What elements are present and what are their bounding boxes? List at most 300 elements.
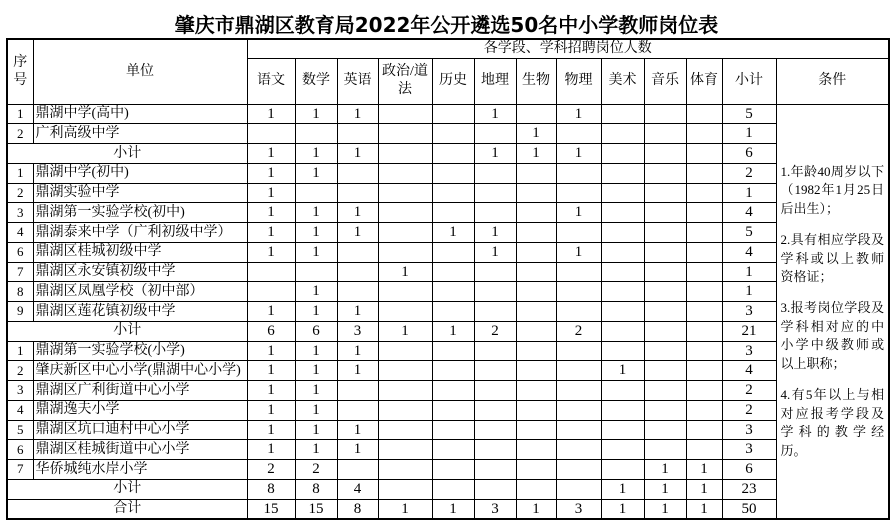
count-cell: 1 xyxy=(337,203,378,223)
count-cell xyxy=(432,262,474,282)
table-row xyxy=(7,302,889,322)
row-number: 4 xyxy=(7,400,33,420)
count-cell xyxy=(516,440,556,460)
count-cell xyxy=(601,440,644,460)
subtotal-row xyxy=(7,321,889,341)
count-cell: 1 xyxy=(686,479,722,499)
count-cell xyxy=(378,144,432,164)
count-cell xyxy=(644,223,686,243)
count-cell xyxy=(516,321,556,341)
row-number: 9 xyxy=(7,302,33,322)
count-cell: 15 xyxy=(295,499,337,519)
count-cell: 15 xyxy=(247,499,295,519)
count-cell: 1 xyxy=(295,203,337,223)
count-cell: 1 xyxy=(247,163,295,183)
col-header-subject-6: 生物 xyxy=(516,58,556,104)
count-cell xyxy=(378,163,432,183)
col-header-no: 序号 xyxy=(7,39,33,104)
count-cell xyxy=(474,381,516,401)
count-cell: 4 xyxy=(722,361,776,381)
count-cell xyxy=(556,420,601,440)
table-row xyxy=(7,163,889,183)
count-cell xyxy=(644,203,686,223)
unit-name: 鼎湖泰来中学（广利初级中学） xyxy=(33,223,247,243)
count-cell: 1 xyxy=(474,242,516,262)
count-cell xyxy=(556,183,601,203)
row-number: 5 xyxy=(7,420,33,440)
count-cell xyxy=(378,341,432,361)
count-cell xyxy=(601,381,644,401)
count-cell: 1 xyxy=(556,144,601,164)
count-cell xyxy=(432,302,474,322)
col-header-subject-10: 体育 xyxy=(686,58,722,104)
row-number: 7 xyxy=(7,262,33,282)
count-cell xyxy=(378,361,432,381)
table-row xyxy=(7,223,889,243)
count-cell: 50 xyxy=(722,499,776,519)
count-cell xyxy=(686,104,722,124)
count-cell: 1 xyxy=(378,499,432,519)
table-row xyxy=(7,124,889,144)
count-cell xyxy=(378,282,432,302)
count-cell xyxy=(432,420,474,440)
count-cell: 1 xyxy=(556,242,601,262)
count-cell xyxy=(337,163,378,183)
col-header-subject-5: 地理 xyxy=(474,58,516,104)
count-cell: 1 xyxy=(247,144,295,164)
count-cell xyxy=(686,124,722,144)
count-cell xyxy=(378,302,432,322)
count-cell: 3 xyxy=(337,321,378,341)
condition-paragraph: 1.年龄40周岁以下（1982年1月25日后出生）； xyxy=(780,163,885,216)
page-title: 肇庆市鼎湖区教育局2022年公开遴选50名中小学教师岗位表 xyxy=(174,13,719,37)
count-cell xyxy=(474,440,516,460)
col-header-subject-8: 美术 xyxy=(601,58,644,104)
count-cell: 1 xyxy=(295,400,337,420)
count-cell xyxy=(516,341,556,361)
row-number: 1 xyxy=(7,163,33,183)
count-cell xyxy=(686,420,722,440)
col-header-unit: 单位 xyxy=(33,39,247,104)
count-cell xyxy=(337,381,378,401)
condition-paragraph: 3.报考岗位学段及学科相对应的中小学中级教师或以上职称； xyxy=(780,300,885,371)
count-cell xyxy=(601,282,644,302)
count-cell xyxy=(474,302,516,322)
count-cell xyxy=(601,163,644,183)
table-row xyxy=(7,341,889,361)
row-number: 3 xyxy=(7,381,33,401)
count-cell: 1 xyxy=(516,499,556,519)
count-cell: 1 xyxy=(556,203,601,223)
count-cell xyxy=(601,400,644,420)
count-cell xyxy=(644,420,686,440)
count-cell xyxy=(686,302,722,322)
count-cell xyxy=(516,104,556,124)
count-cell: 1 xyxy=(247,400,295,420)
count-cell xyxy=(474,124,516,144)
count-cell xyxy=(686,381,722,401)
count-cell: 1 xyxy=(337,440,378,460)
count-cell xyxy=(556,163,601,183)
count-cell xyxy=(516,400,556,420)
row-number: 2 xyxy=(7,124,33,144)
count-cell: 4 xyxy=(722,203,776,223)
count-cell xyxy=(601,144,644,164)
count-cell: 1 xyxy=(644,479,686,499)
count-cell xyxy=(474,479,516,499)
table-row xyxy=(7,183,889,203)
count-cell xyxy=(644,400,686,420)
count-cell xyxy=(686,163,722,183)
count-cell xyxy=(337,183,378,203)
row-number: 7 xyxy=(7,460,33,480)
count-cell: 4 xyxy=(722,242,776,262)
count-cell xyxy=(295,183,337,203)
count-cell: 1 xyxy=(337,144,378,164)
row-number: 2 xyxy=(7,183,33,203)
count-cell xyxy=(474,282,516,302)
count-cell: 1 xyxy=(295,282,337,302)
count-cell: 1 xyxy=(295,440,337,460)
count-cell xyxy=(474,183,516,203)
col-header-condition: 条件 xyxy=(776,58,889,104)
count-cell xyxy=(337,400,378,420)
count-cell xyxy=(686,282,722,302)
count-cell xyxy=(556,223,601,243)
count-cell: 1 xyxy=(722,124,776,144)
unit-name: 鼎湖区广利街道中心小学 xyxy=(33,381,247,401)
count-cell xyxy=(516,262,556,282)
count-cell: 1 xyxy=(295,223,337,243)
table-row xyxy=(7,262,889,282)
count-cell xyxy=(644,242,686,262)
unit-name: 鼎湖中学(初中) xyxy=(33,163,247,183)
count-cell: 21 xyxy=(722,321,776,341)
count-cell: 1 xyxy=(337,361,378,381)
count-cell: 8 xyxy=(247,479,295,499)
count-cell xyxy=(378,400,432,420)
count-cell: 2 xyxy=(247,460,295,480)
count-cell: 1 xyxy=(378,262,432,282)
count-cell xyxy=(516,203,556,223)
count-cell xyxy=(474,460,516,480)
subtotal-row xyxy=(7,479,889,499)
count-cell: 1 xyxy=(686,460,722,480)
count-cell: 1 xyxy=(247,420,295,440)
row-number: 6 xyxy=(7,440,33,460)
count-cell xyxy=(686,242,722,262)
count-cell xyxy=(337,124,378,144)
table-row xyxy=(7,460,889,480)
count-cell: 1 xyxy=(378,321,432,341)
count-cell xyxy=(686,321,722,341)
table-row xyxy=(7,400,889,420)
count-cell xyxy=(432,341,474,361)
col-header-subject-2: 英语 xyxy=(337,58,378,104)
count-cell: 5 xyxy=(722,104,776,124)
count-cell xyxy=(432,361,474,381)
count-cell: 1 xyxy=(686,499,722,519)
count-cell xyxy=(644,302,686,322)
table-row xyxy=(7,203,889,223)
count-cell xyxy=(601,460,644,480)
count-cell xyxy=(644,341,686,361)
count-cell xyxy=(601,321,644,341)
count-cell: 8 xyxy=(295,479,337,499)
count-cell xyxy=(644,104,686,124)
subtotal-label: 小计 xyxy=(7,479,247,499)
count-cell xyxy=(432,460,474,480)
count-cell: 1 xyxy=(644,499,686,519)
count-cell: 1 xyxy=(247,361,295,381)
count-cell xyxy=(337,282,378,302)
count-cell xyxy=(556,381,601,401)
count-cell: 1 xyxy=(247,203,295,223)
count-cell xyxy=(432,203,474,223)
count-cell xyxy=(556,341,601,361)
count-cell xyxy=(516,381,556,401)
count-cell xyxy=(644,282,686,302)
count-cell xyxy=(516,163,556,183)
unit-name: 鼎湖中学(高中) xyxy=(33,104,247,124)
count-cell: 1 xyxy=(295,302,337,322)
count-cell xyxy=(556,400,601,420)
unit-name: 鼎湖区桂城街道中心小学 xyxy=(33,440,247,460)
count-cell: 1 xyxy=(337,341,378,361)
count-cell xyxy=(378,124,432,144)
count-cell: 2 xyxy=(722,400,776,420)
count-cell xyxy=(601,104,644,124)
count-cell xyxy=(601,420,644,440)
unit-name: 肇庆新区中心小学(鼎湖中心小学) xyxy=(33,361,247,381)
unit-name: 鼎湖实验中学 xyxy=(33,183,247,203)
count-cell: 1 xyxy=(247,302,295,322)
count-cell xyxy=(601,203,644,223)
count-cell: 3 xyxy=(722,341,776,361)
count-cell xyxy=(601,183,644,203)
count-cell xyxy=(644,124,686,144)
count-cell: 1 xyxy=(337,223,378,243)
table-row xyxy=(7,282,889,302)
count-cell: 1 xyxy=(474,104,516,124)
count-cell xyxy=(556,460,601,480)
count-cell xyxy=(474,262,516,282)
count-cell xyxy=(432,144,474,164)
count-cell xyxy=(644,321,686,341)
header-row-group xyxy=(7,39,889,58)
count-cell: 8 xyxy=(337,499,378,519)
table-row xyxy=(7,420,889,440)
count-cell: 1 xyxy=(295,163,337,183)
count-cell xyxy=(601,262,644,282)
count-cell: 2 xyxy=(722,163,776,183)
count-cell xyxy=(556,302,601,322)
count-cell xyxy=(516,282,556,302)
count-cell xyxy=(516,302,556,322)
unit-name: 鼎湖逸夫小学 xyxy=(33,400,247,420)
count-cell: 6 xyxy=(295,321,337,341)
count-cell xyxy=(516,420,556,440)
count-cell: 1 xyxy=(337,104,378,124)
unit-name: 广利高级中学 xyxy=(33,124,247,144)
count-cell: 23 xyxy=(722,479,776,499)
count-cell: 4 xyxy=(337,479,378,499)
count-cell xyxy=(516,460,556,480)
count-cell: 2 xyxy=(556,321,601,341)
col-header-subject-3: 政治/道法 xyxy=(378,58,432,104)
count-cell xyxy=(474,203,516,223)
count-cell xyxy=(432,440,474,460)
count-cell: 1 xyxy=(722,183,776,203)
condition-cell xyxy=(776,104,889,519)
count-cell xyxy=(516,361,556,381)
table-row xyxy=(7,104,889,124)
count-cell: 1 xyxy=(247,104,295,124)
count-cell xyxy=(378,104,432,124)
count-cell: 1 xyxy=(247,381,295,401)
count-cell: 1 xyxy=(556,104,601,124)
count-cell xyxy=(432,479,474,499)
count-cell xyxy=(644,262,686,282)
count-cell xyxy=(644,144,686,164)
count-cell xyxy=(432,282,474,302)
count-cell: 1 xyxy=(247,223,295,243)
col-header-subject-7: 物理 xyxy=(556,58,601,104)
count-cell: 1 xyxy=(295,144,337,164)
subtotal-label: 小计 xyxy=(7,144,247,164)
count-cell xyxy=(686,223,722,243)
count-cell xyxy=(432,400,474,420)
unit-name: 华侨城纯水岸小学 xyxy=(33,460,247,480)
count-cell xyxy=(601,341,644,361)
count-cell: 1 xyxy=(516,144,556,164)
count-cell: 1 xyxy=(432,321,474,341)
count-cell: 1 xyxy=(337,302,378,322)
count-cell: 1 xyxy=(432,223,474,243)
count-cell xyxy=(432,104,474,124)
count-cell xyxy=(686,262,722,282)
count-cell xyxy=(556,282,601,302)
count-cell xyxy=(601,242,644,262)
count-cell: 1 xyxy=(247,183,295,203)
unit-name: 鼎湖区莲花镇初级中学 xyxy=(33,302,247,322)
count-cell: 1 xyxy=(601,499,644,519)
count-cell xyxy=(378,381,432,401)
count-cell xyxy=(474,341,516,361)
count-cell xyxy=(686,341,722,361)
count-cell xyxy=(601,124,644,144)
count-cell xyxy=(474,361,516,381)
condition-paragraph: 4.有5年以上与相对应报考学段及学科的教学经历。 xyxy=(780,387,885,458)
unit-name: 鼎湖区坑口迪村中心小学 xyxy=(33,420,247,440)
count-cell xyxy=(378,203,432,223)
count-cell: 1 xyxy=(247,440,295,460)
total-row xyxy=(7,499,889,519)
unit-name: 鼎湖区永安镇初级中学 xyxy=(33,262,247,282)
count-cell xyxy=(247,282,295,302)
count-cell xyxy=(556,440,601,460)
count-cell xyxy=(378,479,432,499)
row-number: 4 xyxy=(7,223,33,243)
count-cell xyxy=(337,460,378,480)
count-cell xyxy=(378,460,432,480)
count-cell xyxy=(686,203,722,223)
row-number: 1 xyxy=(7,341,33,361)
count-cell: 1 xyxy=(295,420,337,440)
count-cell xyxy=(686,361,722,381)
row-number: 3 xyxy=(7,203,33,223)
count-cell xyxy=(516,223,556,243)
count-cell xyxy=(644,381,686,401)
col-header-group: 各学段、学科招聘岗位人数 xyxy=(247,39,889,58)
count-cell xyxy=(601,302,644,322)
col-header-subject-4: 历史 xyxy=(432,58,474,104)
subtotal-label: 小计 xyxy=(7,321,247,341)
position-table xyxy=(6,38,890,520)
count-cell xyxy=(556,124,601,144)
count-cell: 3 xyxy=(556,499,601,519)
count-cell: 1 xyxy=(474,223,516,243)
count-cell xyxy=(432,163,474,183)
unit-name: 鼎湖区桂城初级中学 xyxy=(33,242,247,262)
count-cell: 3 xyxy=(474,499,516,519)
count-cell xyxy=(247,262,295,282)
count-cell: 1 xyxy=(295,242,337,262)
count-cell: 1 xyxy=(337,420,378,440)
count-cell xyxy=(601,223,644,243)
count-cell: 1 xyxy=(432,499,474,519)
count-cell: 3 xyxy=(722,302,776,322)
total-label: 合计 xyxy=(7,499,247,519)
row-number: 6 xyxy=(7,242,33,262)
count-cell xyxy=(432,381,474,401)
count-cell xyxy=(337,262,378,282)
count-cell xyxy=(378,420,432,440)
col-header-subject-1: 数学 xyxy=(295,58,337,104)
count-cell xyxy=(378,242,432,262)
count-cell: 1 xyxy=(295,341,337,361)
count-cell xyxy=(686,144,722,164)
unit-name: 鼎湖区凤凰学校（初中部） xyxy=(33,282,247,302)
row-number: 8 xyxy=(7,282,33,302)
subtotal-row xyxy=(7,144,889,164)
count-cell xyxy=(644,440,686,460)
count-cell xyxy=(644,163,686,183)
count-cell: 1 xyxy=(644,460,686,480)
row-number: 2 xyxy=(7,361,33,381)
count-cell xyxy=(378,223,432,243)
col-header-subject-11: 小计 xyxy=(722,58,776,104)
count-cell xyxy=(644,361,686,381)
count-cell: 1 xyxy=(474,144,516,164)
count-cell xyxy=(432,183,474,203)
count-cell: 1 xyxy=(295,104,337,124)
count-cell xyxy=(644,183,686,203)
count-cell xyxy=(474,420,516,440)
count-cell: 1 xyxy=(601,479,644,499)
count-cell xyxy=(295,262,337,282)
count-cell xyxy=(295,124,337,144)
table-row xyxy=(7,361,889,381)
count-cell xyxy=(516,183,556,203)
count-cell: 2 xyxy=(295,460,337,480)
count-cell: 1 xyxy=(295,381,337,401)
count-cell: 5 xyxy=(722,223,776,243)
count-cell xyxy=(556,479,601,499)
count-cell xyxy=(474,163,516,183)
count-cell: 6 xyxy=(247,321,295,341)
count-cell: 6 xyxy=(722,460,776,480)
